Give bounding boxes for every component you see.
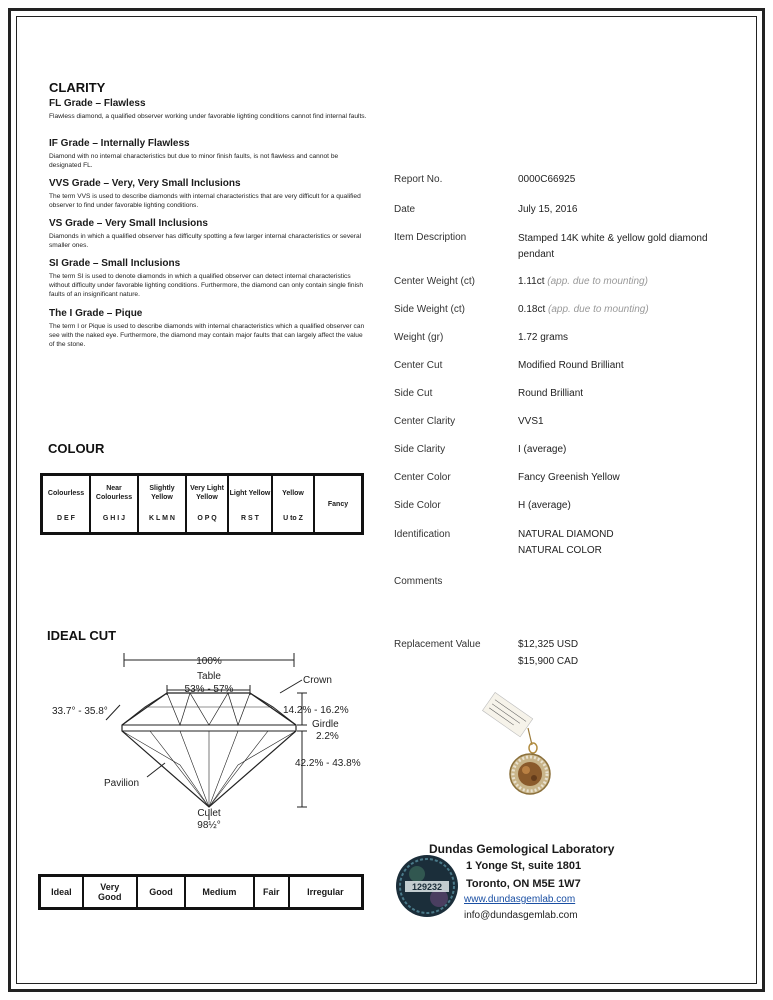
row-label: Center Cut: [394, 360, 443, 371]
colour-heading: COLOUR: [48, 441, 105, 456]
row-label: Side Weight (ct): [394, 304, 465, 315]
colour-grades: K L M N: [149, 515, 175, 522]
cut-grade-cell: Good: [137, 876, 185, 908]
table-label: Table: [197, 671, 221, 682]
colour-col-slightly-yellow: [138, 475, 186, 533]
value-text: 0.18ct: [518, 304, 546, 315]
grade-title: VVS Grade – Very, Very Small Inclusions: [49, 178, 241, 189]
culet-pct: 98½°: [197, 820, 221, 831]
cut-grade-cell: Fair: [254, 876, 289, 908]
row-value: 1.72 grams: [518, 332, 569, 343]
pavilion-label: Pavilion: [104, 778, 140, 789]
row-label: Side Clarity: [394, 444, 446, 455]
grade-description: The term SI is used to denote diamonds in which a qualified observer can detect internal characteristics without difficulty under favorable lighting conditions. Furthermore, the diamond can only contain single finish faults of an insignificant nature.: [49, 273, 363, 298]
lab-name: Dundas Gemological Laboratory: [429, 842, 615, 856]
diamond-cut-diagram: [40, 645, 370, 835]
row-label: Center Color: [394, 472, 451, 483]
colour-grades: D E F: [57, 515, 75, 522]
row-label: Report No.: [394, 174, 443, 185]
colour-name: Near Colourless: [95, 485, 133, 501]
row-value: Modified Round Brilliant: [518, 360, 624, 371]
row-value: Fancy Greenish Yellow: [518, 472, 620, 483]
grade-description: The term I or Pique is used to describe diamonds with internal characteristics which a qualified observer can see with the naked eye. Furthermore, the diamond may contain major faults that can largely affect the value of the stone.: [49, 323, 365, 348]
clarity-grade: [49, 308, 369, 349]
colour-col-light-yellow: [228, 475, 272, 533]
grade-description: Flawless diamond, a qualified observer working under favorable lighting conditions cannot find internal faults.: [49, 113, 367, 120]
colour-grades: U to Z: [283, 515, 303, 522]
row-value-secondary: NATURAL COLOR: [518, 545, 602, 556]
row-value: VVS1: [518, 416, 544, 427]
value-note: (app. due to mounting): [547, 276, 648, 287]
lab-address-2: Toronto, ON M5E 1W7: [466, 878, 581, 890]
row-value: NATURAL DIAMOND: [518, 529, 614, 540]
colour-col-fancy: [314, 475, 362, 533]
row-label: Weight (gr): [394, 332, 444, 343]
diameter-label: 100%: [196, 656, 222, 667]
row-label: Comments: [394, 576, 443, 587]
clarity-heading: CLARITY: [49, 80, 106, 95]
clarity-grade: [49, 218, 369, 258]
replacement-cad: $15,900 CAD: [518, 656, 579, 667]
colour-name: Yellow: [282, 489, 304, 497]
row-value: Stamped 14K white & yellow gold diamond pendant: [518, 233, 708, 260]
clarity-grade: [49, 138, 369, 178]
row-value: [518, 304, 649, 315]
hologram-number: 129232: [411, 882, 443, 892]
grade-title: VS Grade – Very Small Inclusions: [49, 218, 208, 229]
colour-grades: O P Q: [197, 515, 217, 522]
clarity-grade: [49, 98, 369, 138]
colour-col-near-colourless: [90, 475, 138, 533]
cut-grade-cell: Medium: [185, 876, 253, 908]
colour-col-yellow: [272, 475, 314, 533]
colour-col-very-light-yellow: [186, 475, 228, 533]
table-range: 53% - 57%: [184, 684, 234, 695]
row-label: Center Clarity: [394, 416, 456, 427]
clarity-grades: [49, 98, 369, 349]
row-value: I (average): [518, 444, 567, 455]
colour-name: Colourless: [47, 489, 85, 497]
cut-grade-cell: Very Good: [83, 876, 137, 908]
clarity-grade: [49, 178, 369, 218]
girdle-label: Girdle: [312, 719, 339, 730]
crown-label: Crown: [303, 675, 332, 686]
row-label: Side Cut: [394, 388, 433, 399]
crown-angle: 33.7° - 35.8°: [52, 706, 108, 717]
colour-grades: G H I J: [102, 515, 126, 522]
culet-label: Culet: [197, 808, 221, 819]
pendant-photo: [470, 690, 580, 810]
row-value: H (average): [518, 500, 571, 511]
row-label: Item Description: [394, 232, 467, 243]
row-value: 0000C66925: [518, 174, 576, 185]
crown-height: 14.2% - 16.2%: [283, 705, 349, 716]
colour-name: Light Yellow: [229, 489, 271, 497]
row-value: [518, 276, 648, 287]
colour-grades: R S T: [241, 515, 259, 522]
cut-scale-table: [38, 874, 364, 910]
grade-title: IF Grade – Internally Flawless: [49, 138, 190, 149]
colour-name: Very Light Yellow: [190, 485, 224, 501]
cut-grade-cell: Ideal: [40, 876, 83, 908]
row-value: Round Brilliant: [518, 388, 584, 399]
row-value: July 15, 2016: [518, 204, 578, 215]
row-label: Identification: [394, 529, 451, 540]
value-note: (app. due to mounting): [548, 304, 649, 315]
girdle-pct: 2.2%: [316, 731, 339, 742]
row-label: Center Weight (ct): [394, 276, 475, 287]
colour-name: Slightly Yellow: [149, 485, 175, 501]
colour-scale-table: [40, 473, 364, 535]
lab-email[interactable]: info@dundasgemlab.com: [464, 910, 578, 921]
hologram-seal: [395, 848, 461, 924]
value-text: 1.11ct: [518, 276, 545, 287]
replacement-usd: $12,325 USD: [518, 639, 579, 650]
lab-website-link[interactable]: www.dundasgemlab.com: [464, 894, 576, 905]
pavilion-depth: 42.2% - 43.8%: [295, 758, 361, 769]
colour-col-colourless: [42, 475, 90, 533]
row-label: Date: [394, 204, 416, 215]
grade-title: The I Grade – Pique: [49, 308, 143, 319]
grade-title: FL Grade – Flawless: [49, 98, 146, 109]
colour-name: Fancy: [327, 500, 349, 508]
cut-grade-cell: Irregular: [289, 876, 362, 908]
clarity-grade: [49, 258, 369, 308]
grade-description: Diamond with no internal characteristics but due to minor finish faults, is not flawless and cannot be designated FL.: [49, 153, 339, 169]
row-label: Side Color: [394, 500, 441, 511]
lab-address-1: 1 Yonge St, suite 1801: [466, 860, 582, 872]
ideal-cut-heading: IDEAL CUT: [47, 628, 117, 643]
grade-title: SI Grade – Small Inclusions: [49, 258, 181, 269]
grade-description: The term VVS is used to describe diamonds with internal characteristics that are very difficult for a qualified observer to find under favorable lighting conditions.: [49, 193, 361, 209]
grade-description: Diamonds in which a qualified observer has difficulty spotting a few larger internal characteristics or several smaller ones.: [49, 233, 362, 249]
replacement-label: Replacement Value: [394, 639, 481, 650]
